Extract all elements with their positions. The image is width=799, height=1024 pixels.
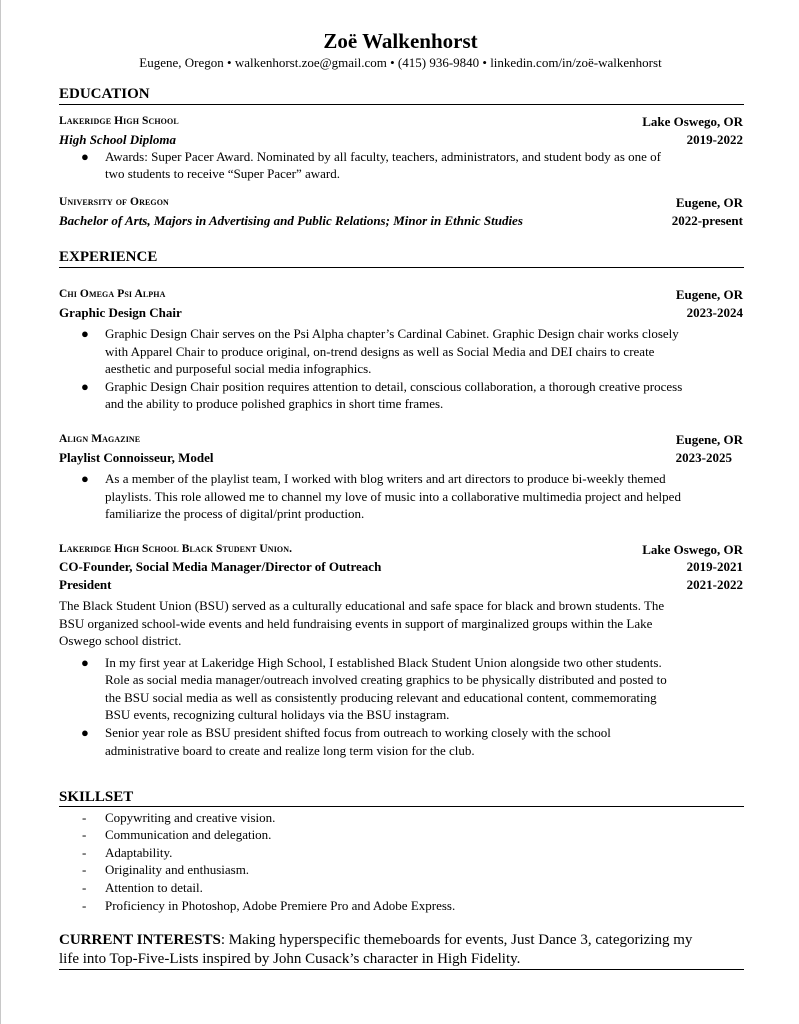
degree: High School Diploma: [59, 132, 177, 147]
bullet-text: and the ability to produce polished graphics in short time frames.: [105, 396, 444, 411]
interests-line: [59, 932, 692, 949]
bullet-text: aesthetic and purposeful social media infographics.: [105, 361, 372, 376]
organization-location: Lake Oswego, OR: [642, 542, 743, 557]
bullet-text: Graphic Design Chair serves on the Psi Alpha chapter’s Cardinal Cabinet. Graphic Design chair works closely: [105, 326, 679, 341]
dash: -: [82, 827, 87, 842]
school-location: Eugene, OR: [675, 195, 743, 210]
bullet-text: Role as social media manager/outreach involved creating graphics to be physically distributed and posted to: [105, 672, 667, 687]
organization-name: Lakeridge High School Black Student Union.: [59, 543, 293, 555]
job-dates: 2021-2022: [686, 577, 743, 592]
bullet-text: Awards: Super Pacer Award. Nominated by all faculty, teachers, administrators, and student body as one of: [105, 149, 661, 164]
interests-text: : Making hyperspecific themeboards for events, Just Dance 3, categorizing my: [220, 932, 693, 948]
skill-item: Copywriting and creative vision.: [105, 810, 276, 825]
description-text: The Black Student Union (BSU) served as a culturally educational and safe space for black and brown students. The: [59, 598, 665, 613]
skill-item: Attention to detail.: [105, 880, 203, 895]
candidate-name: Zoë Walkenhorst: [323, 29, 478, 53]
bullet: ●: [81, 326, 89, 341]
interests-label: CURRENT INTERESTS: [59, 932, 221, 948]
bullet-text: two students to receive “Super Pacer” award.: [105, 166, 340, 181]
school-location: Lake Oswego, OR: [642, 114, 743, 129]
bullet: ●: [81, 379, 89, 394]
bullet-text: familiarize the process of digital/print production.: [105, 506, 365, 521]
dash: -: [82, 898, 87, 913]
organization-name: Chi Omega Psi Alpha: [59, 288, 166, 300]
bullet: ●: [81, 725, 89, 740]
job-title: CO-Founder, Social Media Manager/Director of Outreach: [59, 559, 382, 574]
degree: Bachelor of Arts, Majors in Advertising and Public Relations; Minor in Ethnic Studies: [59, 213, 523, 228]
dash: -: [82, 810, 87, 825]
description-text: Oswego school district.: [59, 633, 182, 648]
organization-name: Align Magazine: [59, 433, 141, 445]
job-dates: 2023-2024: [686, 305, 743, 320]
bullet-text: Graphic Design Chair position requires attention to detail, conscious collaboration, a thorough creative process: [105, 379, 683, 394]
bullet: ●: [81, 471, 89, 486]
bullet-text: Senior year role as BSU president shifted focus from outreach to working closely with the school: [105, 725, 611, 740]
school-name: University of Oregon: [59, 196, 169, 208]
description-text: BSU organized school-wide events and held fundraising events in support of marginalized groups within the Lake: [59, 616, 653, 631]
organization-location: Eugene, OR: [675, 287, 743, 302]
bullet-text: playlists. This role allowed me to channel my love of music into a collaborative multimedia project and helped: [105, 489, 681, 504]
experience-heading: EXPERIENCE: [59, 249, 158, 265]
skillset-rule: [59, 806, 744, 807]
skill-item: Originality and enthusiasm.: [105, 862, 250, 877]
dash: -: [82, 880, 87, 895]
degree-dates: 2022-present: [671, 213, 743, 228]
skillset-heading: SKILLSET: [59, 789, 134, 805]
bullet: ●: [81, 655, 89, 670]
bullet-text: administrative board to create and realize long term vision for the club.: [105, 743, 475, 758]
job-dates: 2023-2025: [675, 450, 732, 465]
job-dates: 2019-2021: [686, 559, 743, 574]
dash: -: [82, 862, 87, 877]
job-title: Playlist Connoisseur, Model: [59, 450, 214, 465]
dash: -: [82, 845, 87, 860]
school-name: Lakeridge High School: [59, 115, 179, 127]
organization-location: Eugene, OR: [675, 432, 743, 447]
education-heading: EDUCATION: [59, 86, 150, 102]
bullet-text: the BSU social media as well as consistently producing relevant and educational content, commemorating: [105, 690, 657, 705]
job-title: Graphic Design Chair: [59, 305, 182, 320]
job-title: President: [59, 577, 112, 592]
bullet-text: BSU events, recognizing cultural holidays via the BSU instagram.: [105, 707, 450, 722]
degree-dates: 2019-2022: [686, 132, 743, 147]
experience-rule: [59, 267, 744, 268]
skill-item: Proficiency in Photoshop, Adobe Premiere Pro and Adobe Express.: [105, 898, 456, 913]
interests-text: life into Top-Five-Lists inspired by John Cusack’s character in High Fidelity.: [59, 951, 521, 967]
education-rule: [59, 104, 744, 105]
bullet: ●: [81, 149, 89, 164]
interests-rule: [59, 969, 744, 970]
bullet-text: with Apparel Chair to produce original, on-trend designs as well as Social Media and DEI chairs to create: [105, 344, 655, 359]
bullet-text: In my first year at Lakeridge High School, I established Black Student Union alongside two other students.: [105, 655, 662, 670]
bullet-text: As a member of the playlist team, I worked with blog writers and art directors to produce bi-weekly themed: [105, 471, 666, 486]
skill-item: Adaptability.: [105, 845, 173, 860]
contact-line: Eugene, Oregon • walkenhorst.zoe@gmail.com • (415) 936-9840 • linkedin.com/in/zoë-walkenhorst: [139, 55, 662, 70]
skill-item: Communication and delegation.: [105, 827, 272, 842]
